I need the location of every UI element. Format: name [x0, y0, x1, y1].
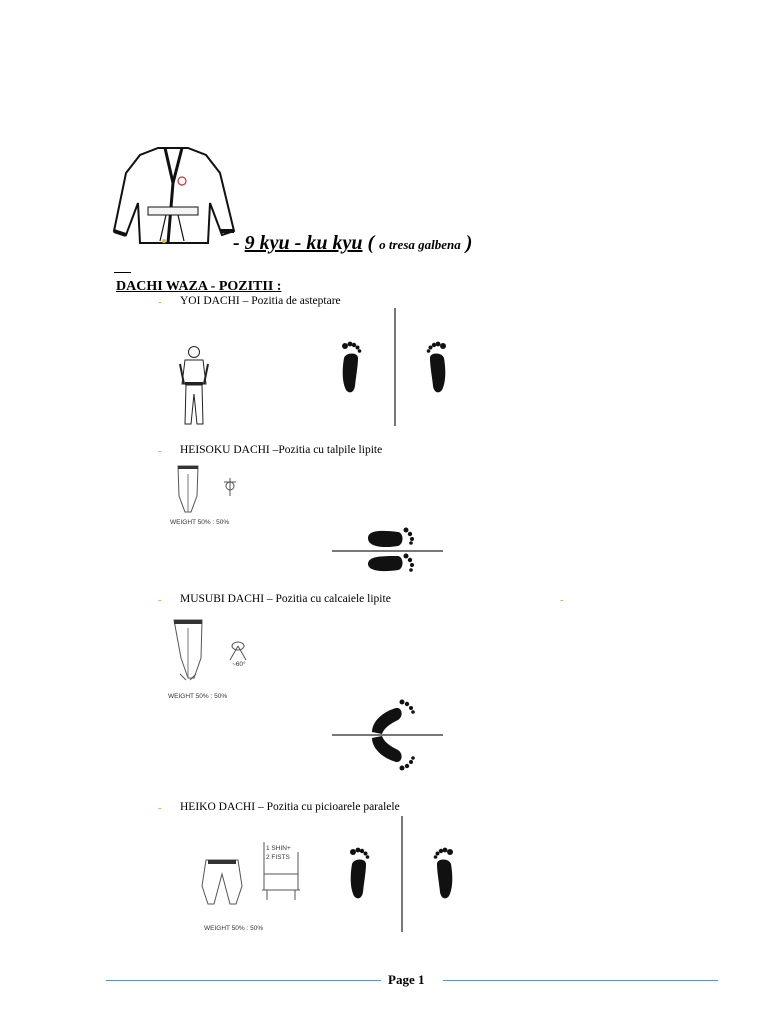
- item-name: HEIKO DACHI: [180, 801, 256, 813]
- weight-label: WEIGHT 50% : 50%: [168, 693, 228, 700]
- item-desc: – Pozitia cu picioarele paralele: [255, 801, 400, 813]
- feet-together-icon: [364, 526, 416, 576]
- shin-label: 1 SHIN+: [266, 845, 291, 852]
- foot-icon: [338, 340, 364, 394]
- heading-dash: -: [233, 232, 245, 254]
- foot-icon: [424, 340, 450, 394]
- bullet-dash: -: [158, 594, 162, 606]
- underline-mark: [114, 272, 131, 273]
- fists-label: 2 FISTS: [266, 854, 290, 861]
- heading-note: o tresa galbena: [379, 237, 461, 252]
- divider-line: [394, 308, 396, 426]
- karate-gi-illustration: [110, 143, 236, 249]
- musubi-stance-diagram: [164, 614, 278, 702]
- heisoku-stance-diagram: [164, 462, 254, 528]
- page-heading: [233, 232, 472, 255]
- divider-line: [401, 816, 403, 932]
- standing-figure-illustration: [176, 344, 212, 428]
- footer-rule-right: [443, 980, 718, 981]
- heiko-stance-diagram: [194, 840, 312, 936]
- angle-label: ~60°: [232, 661, 246, 668]
- item-desc: – Pozitia cu calcaiele lipite: [264, 593, 391, 605]
- item-desc: –Pozitia cu talpile lipite: [269, 444, 383, 456]
- bullet-dash: -: [158, 296, 162, 308]
- list-item: [180, 295, 341, 307]
- bullet-dash: -: [158, 802, 162, 814]
- foot-icon: [431, 846, 457, 900]
- item-name: YOI DACHI: [180, 295, 240, 307]
- list-item: [180, 444, 382, 456]
- item-name: HEISOKU DACHI: [180, 444, 270, 456]
- weight-label: WEIGHT 50% : 50%: [170, 519, 230, 526]
- bullet-dash: -: [158, 445, 162, 457]
- list-item: [180, 593, 391, 605]
- footer-rule-left: [106, 980, 381, 981]
- heading-close-paren: ): [460, 232, 473, 254]
- heels-together-icon: [366, 698, 418, 772]
- section-title: DACHI WAZA - POZITII :: [116, 279, 282, 294]
- page-number: Page 1: [388, 972, 425, 987]
- list-item: [180, 801, 400, 813]
- heading-open-paren: (: [362, 232, 380, 254]
- foot-icon: [346, 846, 372, 900]
- weight-label: WEIGHT 50% : 50%: [204, 925, 264, 932]
- item-name: MUSUBI DACHI: [180, 593, 265, 605]
- heading-title: 9 kyu - ku kyu: [244, 232, 363, 254]
- bullet-dash: -: [560, 594, 564, 606]
- item-desc: – Pozitia de asteptare: [239, 295, 341, 307]
